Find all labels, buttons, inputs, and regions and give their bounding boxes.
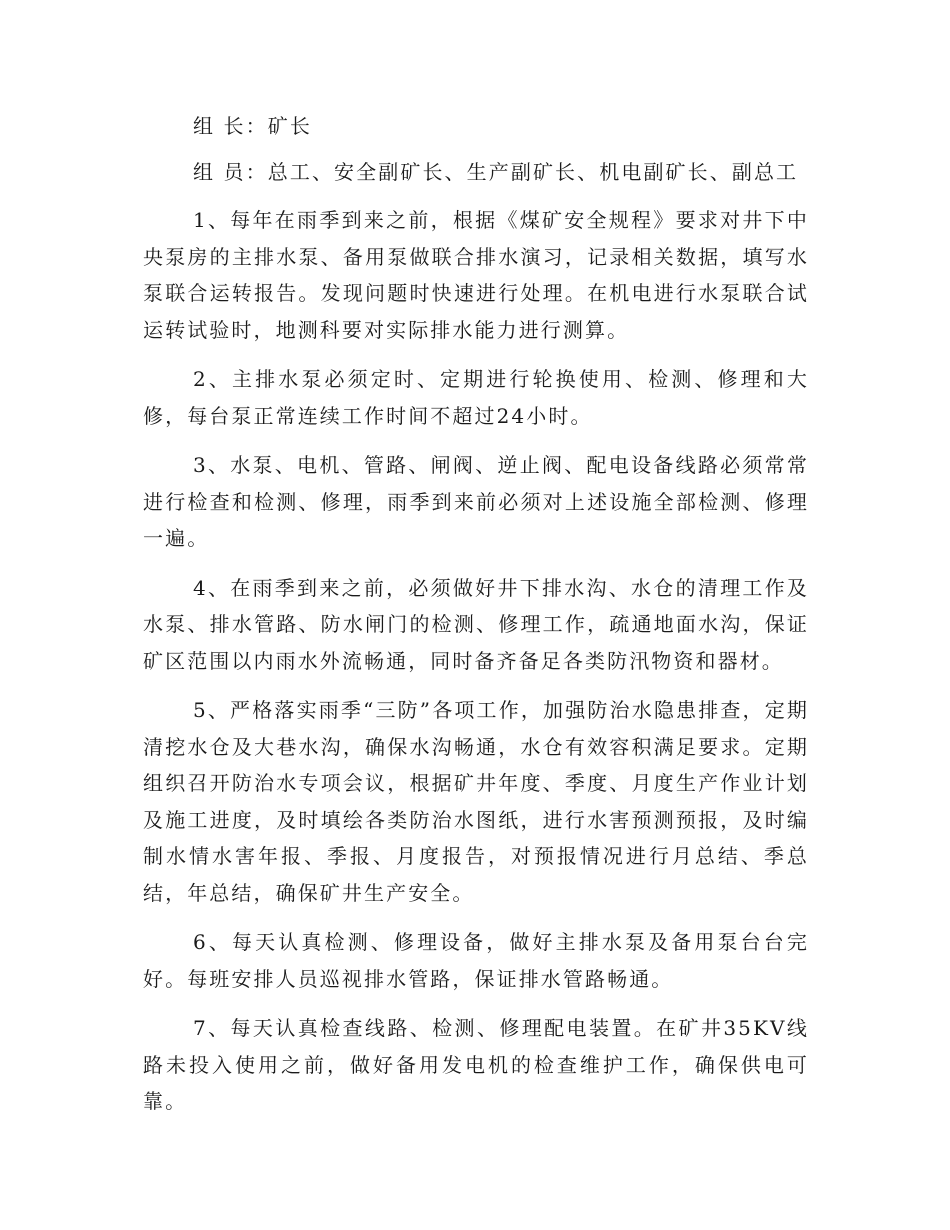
paragraph-6: 6、每天认真检测、修理设备，做好主排水泵及备用泵台台完好。每班安排人员巡视排水管路，保证排水管路畅通。 [143, 930, 809, 991]
paragraph-2: 2、主排水泵必须定时、定期进行轮换使用、检测、修理和大修，每台泵正常连续工作时间不超过24小时。 [143, 367, 809, 428]
paragraph-4: 4、在雨季到来之前，必须做好井下排水沟、水仓的清理工作及水泵、排水管路、防水闸门的检测、修理工作，疏通地面水沟，保证矿区范围以内雨水外流畅通，同时备齐备足各类防汛物资和器材。 [143, 575, 809, 673]
paragraph-7: 7、每天认真检查线路、检测、修理配电装置。在矿井35KV线路未投入使用之前，做好备用发电机的检查维护工作，确保供电可靠。 [143, 1016, 809, 1113]
leader-line: 组 长：矿长 [193, 114, 312, 138]
paragraph-3: 3、水泵、电机、管路、闸阀、逆止阀、配电设备线路必须常常进行检查和检测、修理，雨季到来前必须对上述设施全部检测、修理一遍。 [143, 453, 809, 550]
paragraph-1: 1、每年在雨季到来之前，根据《煤矿安全规程》要求对井下中央泵房的主排水泵、备用泵做联合排水演习，记录相关数据，填写水泵联合运转报告。发现问题时快速进行处理。在机电进行水泵联合试运转试验时，地测科要对实际排水能力进行测算。 [143, 208, 809, 342]
members-line: 组 员：总工、安全副矿长、生产副矿长、机电副矿长、副总工 [193, 160, 799, 184]
paragraph-5: 5、严格落实雨季“三防”各项工作，加强防治水隐患排查，定期清挖水仓及大巷水沟，确保水沟畅通，水仓有效容积满足要求。定期组织召开防治水专项会议，根据矿井年度、季度、月度生产作业计划及施工进度，及时填绘各类防治水图纸，进行水害预测预报，及时编制水情水害年报、季报、月度报告，对预报情况进行月总结、季总结，年总结，确保矿井生产安全。 [143, 698, 809, 905]
document-body [143, 108, 809, 1120]
